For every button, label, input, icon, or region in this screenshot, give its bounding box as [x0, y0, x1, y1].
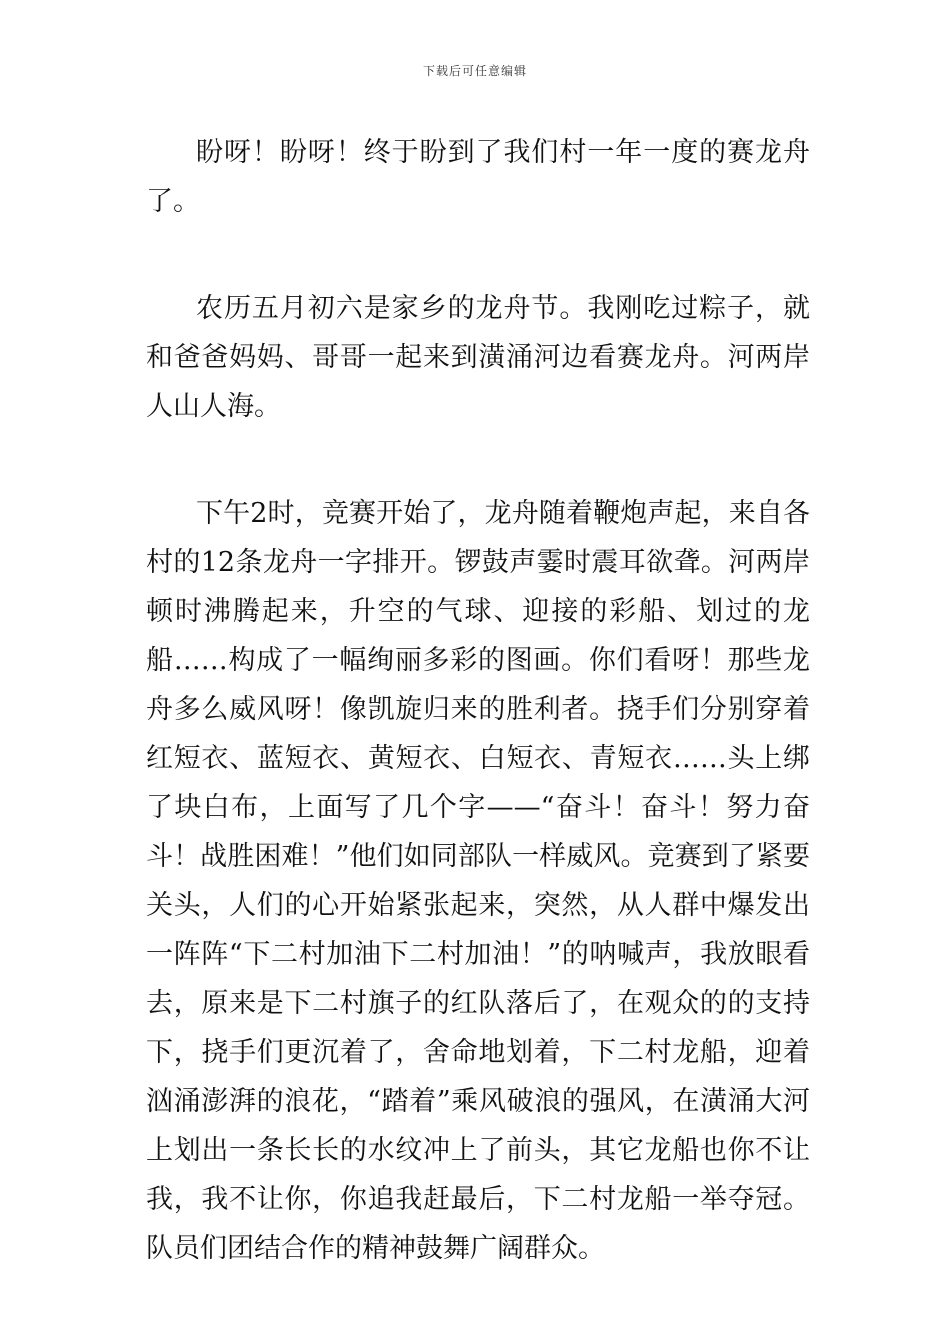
paragraph-2: 农历五月初六是家乡的龙舟节。我刚吃过粽子，就和爸爸妈妈、哥哥一起来到潢涌河边看赛龙舟。河两岸人山人海。: [146, 293, 810, 422]
paragraph-1: 盼呀！盼呀！终于盼到了我们村一年一度的赛龙舟了。: [146, 137, 810, 217]
page-header-note: 下载后可任意编辑: [422, 64, 527, 78]
document-body: [146, 128, 810, 1273]
paragraph-3: 下午2时，竞赛开始了，龙舟随着鞭炮声起，来自各村的12条龙舟一字排开。锣鼓声霎时震耳欲聋。河两岸顿时沸腾起来，升空的气球、迎接的彩船、划过的龙船……构成了一幅绚丽多彩的图画。你们看呀！那些龙舟多么威风呀！像凯旋归来的胜利者。挠手们分别穿着红短衣、蓝短衣、黄短衣、白短衣、青短衣……头上绑了块白布，上面写了几个字——“奋斗！奋斗！努力奋斗！战胜困难！”他们如同部队一样威风。竞赛到了紧要关头，人们的心开始紧张起来，突然，从人群中爆发出一阵阵“下二村加油下二村加油！”的呐喊声，我放眼看去，原来是下二村旗子的红队落后了，在观众的的支持下，挠手们更沉着了，舍命地划着，下二村龙船，迎着汹涌澎湃的浪花，“踏着”乘风破浪的强风，在潢涌大河上划出一条长长的水纹冲上了前头，其它龙船也你不让我，我不让你，你追我赶最后，下二村龙船一举夺冠。队员们团结合作的精神鼓舞广阔群众。: [146, 498, 810, 1264]
